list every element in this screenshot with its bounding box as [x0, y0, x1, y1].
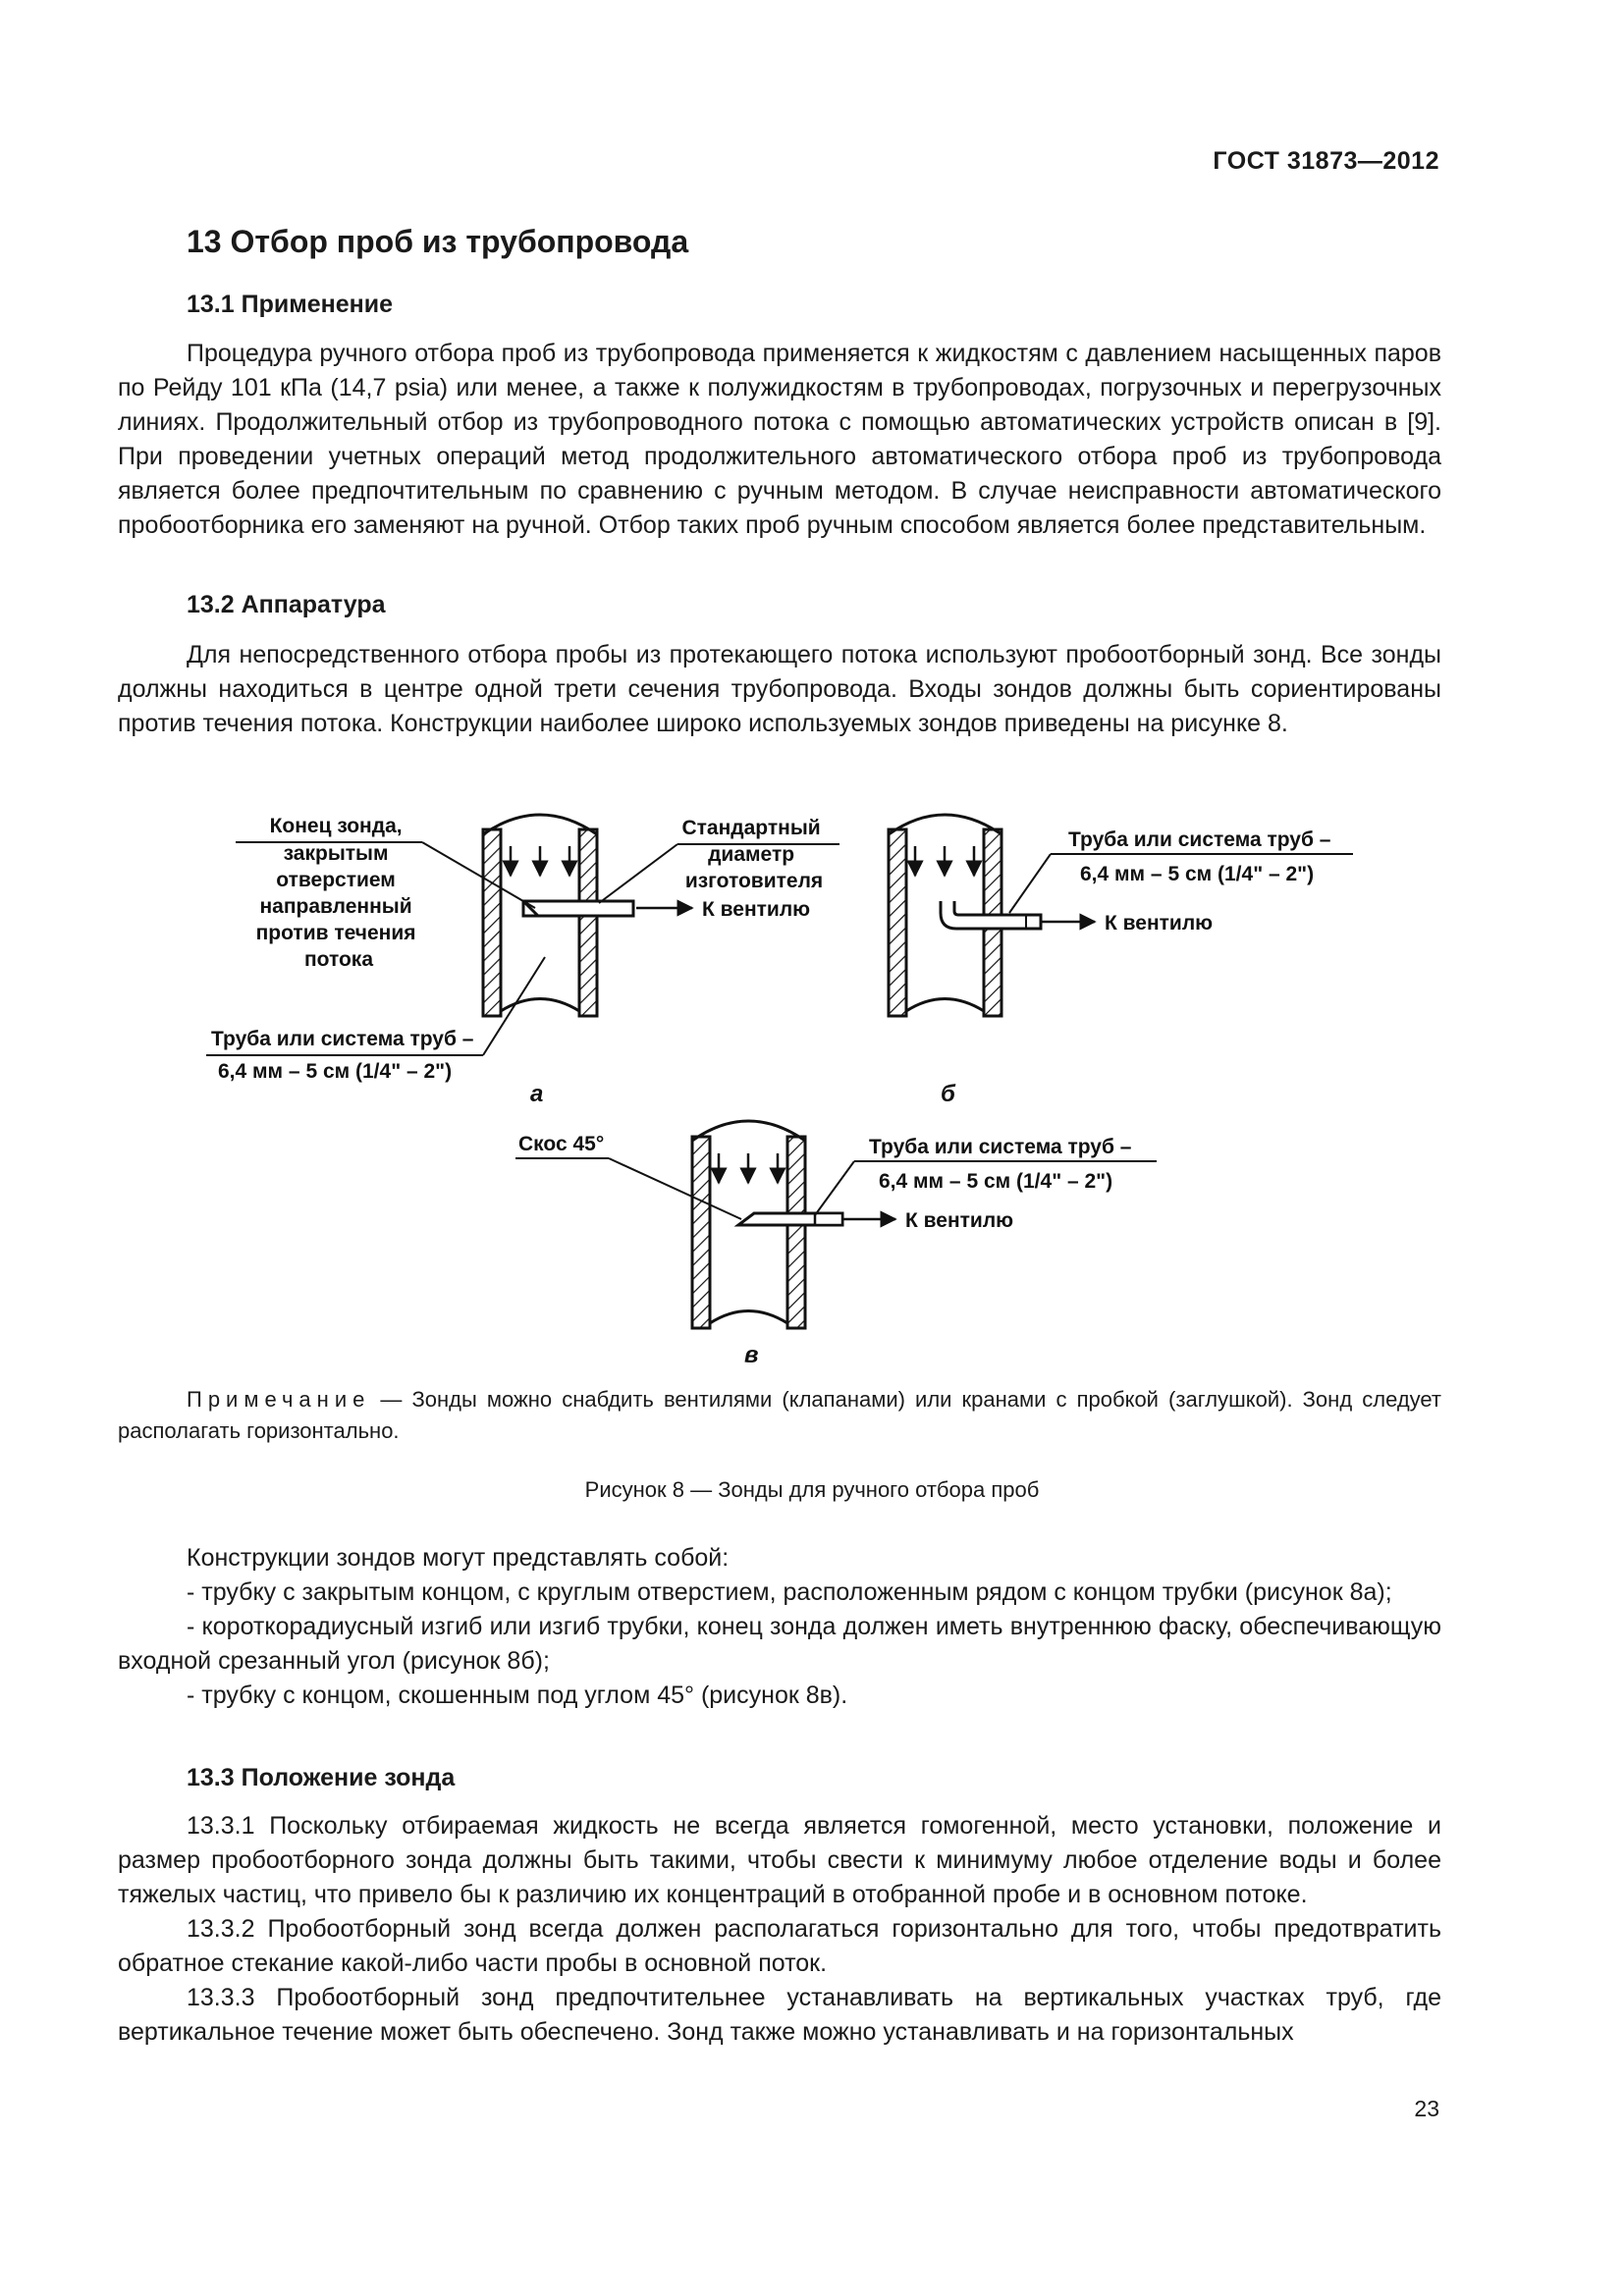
probe-types-intro: Конструкции зондов могут представлять собой:	[187, 1544, 730, 1572]
probe-b	[941, 901, 1095, 929]
paragraph-13-3-3: 13.3.3 Пробоотборный зонд предпочтительнее устанавливать на вертикальных участках труб, где вертикальное течение может быть обеспечено. Зонд также можно устанавливать и на горизонтальных	[118, 1984, 1441, 2046]
note-text: — Зонды можно снабдить вентилями (клапанами) или кранами с пробкой (заглушкой). Зонд следует располагать горизонтально.	[118, 1387, 1441, 1443]
subsection-heading-13-1: 13.1 Применение	[187, 291, 393, 318]
valve-label-c: К вентилю	[905, 1209, 1014, 1232]
subsection-heading-13-2: 13.2 Аппаратура	[187, 591, 386, 618]
probe-types-list	[118, 1541, 1441, 1713]
section-title: 13 Отбор проб из трубопровода	[187, 224, 689, 259]
bevel-label: Скос 45°	[518, 1133, 605, 1155]
figure-caption: Рисунок 8 — Зонды для ручного отбора проб	[584, 1477, 1040, 1502]
figure-b-label: б	[941, 1081, 955, 1107]
pipe-label-c-line2: 6,4 мм – 5 см (1/4" – 2")	[879, 1170, 1113, 1193]
list-item: - короткорадиусный изгиб или изгиб трубки, конец зонда должен иметь внутреннюю фаску, обеспечивающую входной срезанный угол (рисунок 8б);	[118, 1613, 1441, 1675]
list-item: - трубку с закрытым концом, с круглым отверстием, расположенным рядом с концом трубки (рисунок 8а);	[187, 1578, 1392, 1606]
pipe-label-a-line1: Труба или система труб –	[211, 1028, 474, 1050]
figure-c	[515, 1121, 1157, 1368]
figure-a-label: а	[530, 1081, 544, 1107]
pipe-label-a-line2: 6,4 мм – 5 см (1/4" – 2")	[218, 1060, 453, 1083]
paragraph-13-3-2: 13.3.2 Пробоотборный зонд всегда должен располагаться горизонтально для того, чтобы предотвратить обратное стекание какой-либо части пробы в основной поток.	[118, 1915, 1441, 1977]
valve-label-a: К вентилю	[702, 898, 811, 921]
figure-a	[206, 815, 839, 1107]
page-number: 23	[1414, 2096, 1439, 2121]
pipe-label-b-line2: 6,4 мм – 5 см (1/4" – 2")	[1080, 863, 1315, 885]
list-item: - трубку с концом, скошенным под углом 45° (рисунок 8в).	[187, 1682, 848, 1709]
paragraph-13-1: Процедура ручного отбора проб из трубопровода применяется к жидкостям с давлением насыщенных паров по Рейду 101 кПа (14,7 psia) или менее, а также к полужидкостям в трубопроводах, погрузочных и перегрузочных линиях. Продолжительный отбор из трубопроводного потока с помощью автоматических устройств описан в [9]. При проведении учетных операций метод продолжительного автоматического отбора проб из трубопровода является более предпочтительным по сравнению с ручным методом. В случае неисправности автоматического пробоотборника его заменяют на ручной. Отбор таких проб ручным способом является более представительным.	[118, 340, 1441, 539]
probe-c	[738, 1213, 895, 1225]
callout-standard-diameter: Стандартный диаметр изготовителя	[681, 817, 824, 892]
callout-probe-end: Конец зонда, закрытым отверстием направленный против течения потока	[255, 815, 416, 971]
figure-note	[118, 1384, 1441, 1447]
pipe-label-c-line1: Труба или система труб –	[869, 1136, 1132, 1158]
pipe-label-b-line1: Труба или система труб –	[1068, 828, 1331, 851]
figure-c-label: в	[744, 1342, 759, 1368]
section-13-3-body	[118, 1809, 1441, 2050]
paragraph-13-2: Для непосредственного отбора пробы из протекающего потока используют пробоотборный зонд. Все зонды должны находиться в центре одной трети сечения трубопровода. Входы зондов должны быть сориентированы против течения потока. Конструкции наиболее широко используемых зондов приведены на рисунке 8.	[118, 641, 1441, 737]
paragraph-13-3-1: 13.3.1 Поскольку отбираемая жидкость не всегда является гомогенной, место установки, положение и размер пробоотборного зонда должны быть такими, чтобы свести к минимуму любое отделение воды и более тяжелых частиц, что привело бы к различию их концентраций в отобранной пробе и в основном потоке.	[118, 1812, 1441, 1908]
figure-b	[889, 815, 1353, 1107]
subsection-heading-13-3: 13.3 Положение зонда	[187, 1764, 456, 1791]
document-code: ГОСТ 31873—2012	[1213, 147, 1439, 175]
valve-label-b: К вентилю	[1105, 912, 1214, 934]
probe-a	[523, 901, 692, 916]
note-label: Примечание	[187, 1387, 371, 1412]
